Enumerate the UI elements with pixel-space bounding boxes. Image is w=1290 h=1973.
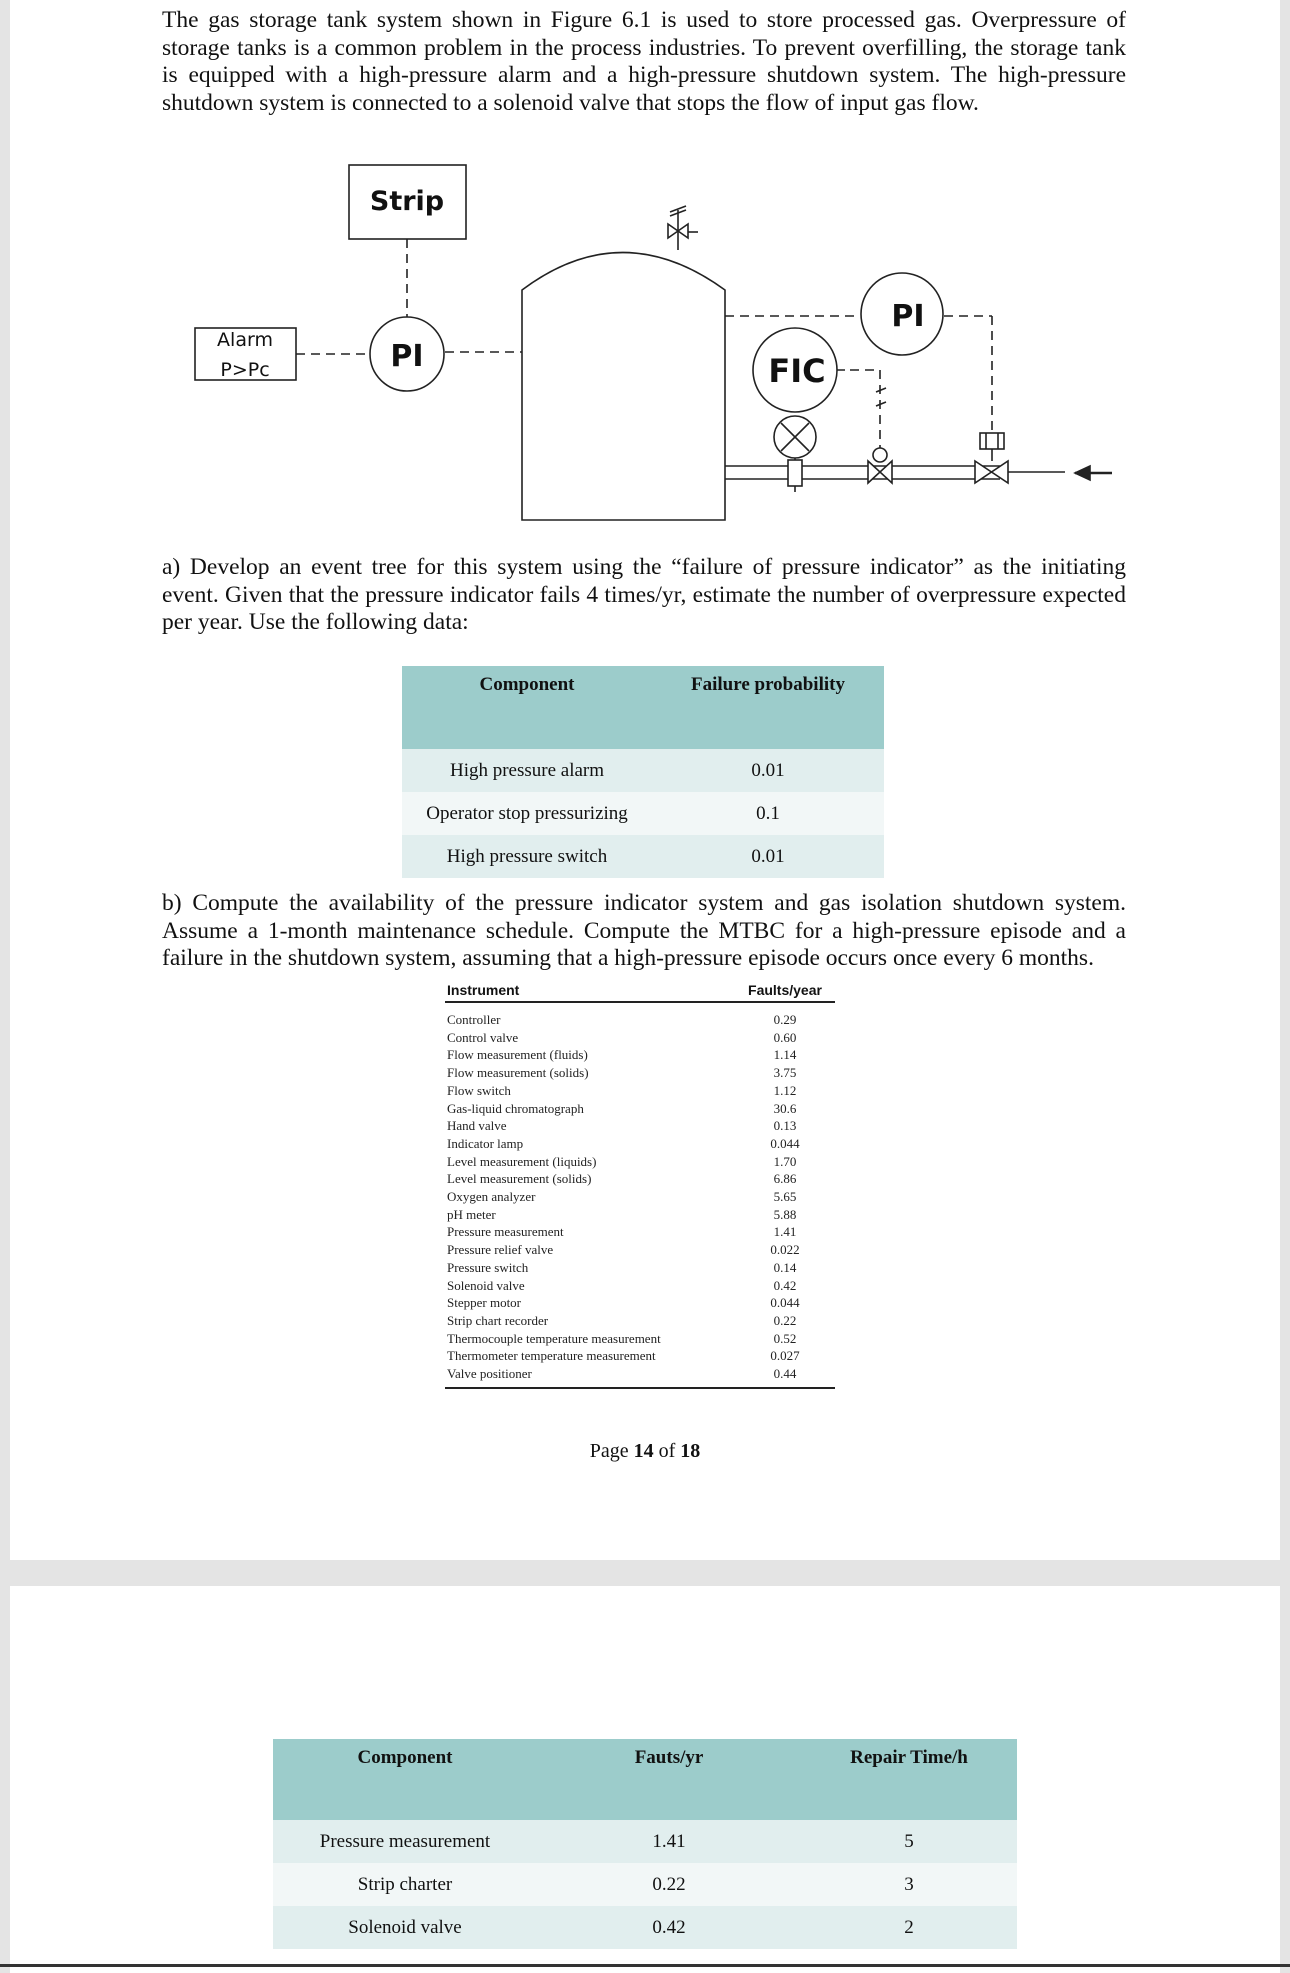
instrument-name: Control valve xyxy=(447,1029,519,1045)
instrument-name: Flow switch xyxy=(447,1082,511,1098)
alarm-condition-label: P>Pc xyxy=(220,359,270,381)
instrument-name: Pressure relief valve xyxy=(447,1242,554,1258)
table-row xyxy=(273,1906,1017,1949)
faults-value: 3.75 xyxy=(773,1065,797,1081)
faults-value: 1.41 xyxy=(773,1224,797,1240)
gas-storage-tank-figure xyxy=(0,0,1290,540)
page-number-middle: of xyxy=(653,1440,681,1462)
table-cell: High pressure alarm xyxy=(402,749,652,792)
faults-value: 1.70 xyxy=(773,1153,797,1169)
instrument-name: Gas-liquid chromatograph xyxy=(447,1100,584,1116)
faults-value: 0.027 xyxy=(770,1348,800,1364)
table-row xyxy=(445,1206,835,1224)
faults-value: 0.022 xyxy=(770,1242,800,1258)
table-cell: 0.22 xyxy=(537,1863,801,1906)
instrument-name: Stepper motor xyxy=(447,1295,522,1311)
table-row xyxy=(445,1241,835,1259)
table-cell: Solenoid valve xyxy=(273,1906,537,1949)
faults-value: 0.14 xyxy=(773,1259,797,1275)
instrument-name: Level measurement (liquids) xyxy=(447,1153,597,1169)
instrument-name: Pressure switch xyxy=(447,1259,529,1275)
table-row xyxy=(445,1153,835,1171)
instrument-name: pH meter xyxy=(447,1206,496,1222)
table-cell: 0.01 xyxy=(652,749,884,792)
table-cell: Pressure measurement xyxy=(273,1820,537,1863)
instrument-name: Indicator lamp xyxy=(447,1135,524,1151)
page-number-total: 18 xyxy=(680,1440,701,1462)
table-cell: 0.1 xyxy=(652,792,884,835)
table-row xyxy=(445,1294,835,1312)
table-row xyxy=(402,835,884,878)
intro-paragraph: The gas storage tank system shown in Figure 6.1 is used to store processed gas. Overpressure of storage tanks is a common problem in the process industries. To prevent overfilling, the storage tank is equipped with a high-pressure alarm and a high-pressure shutdown system. The high-pressure shutdown system is connected to a solenoid valve that stops the flow of input gas flow. xyxy=(162,7,1126,116)
table-row xyxy=(445,1223,835,1241)
faults-value: 0.44 xyxy=(773,1366,797,1382)
table-row xyxy=(445,1330,835,1348)
table-row xyxy=(445,1064,835,1082)
table-row xyxy=(445,1046,835,1064)
instrument-name: Flow measurement (fluids) xyxy=(447,1047,588,1063)
table-cell: 0.42 xyxy=(537,1906,801,1949)
faults-table-header xyxy=(445,978,835,1003)
table-cell: 1.41 xyxy=(537,1820,801,1863)
instrument-name: Solenoid valve xyxy=(447,1277,525,1293)
table-header-row xyxy=(273,1739,1017,1820)
strip-label: Strip xyxy=(369,186,445,217)
column-header-failure-probability: Failure probability xyxy=(652,666,884,749)
faults-value: 0.22 xyxy=(773,1312,797,1328)
table-cell: 3 xyxy=(801,1863,1017,1906)
faults-value: 0.044 xyxy=(770,1135,800,1151)
table-row xyxy=(445,1312,835,1330)
instrument-name: Flow measurement (solids) xyxy=(447,1065,589,1081)
relief-valve-top xyxy=(668,206,698,250)
faults-value: 5.65 xyxy=(773,1189,797,1205)
page-number-current: 14 xyxy=(633,1440,654,1462)
fic-label: FIC xyxy=(768,352,826,390)
table-row xyxy=(445,1029,835,1047)
table-row xyxy=(445,1259,835,1277)
faults-value: 0.52 xyxy=(773,1330,797,1346)
table-row xyxy=(402,792,884,835)
shutdown-valve xyxy=(975,433,1008,483)
faults-value: 0.13 xyxy=(773,1118,797,1134)
storage-tank xyxy=(522,253,725,521)
table-cell: High pressure switch xyxy=(402,835,652,878)
faults-value: 1.14 xyxy=(773,1047,797,1063)
column-header-instrument: Instrument xyxy=(447,982,520,998)
part-b-paragraph: b) Compute the availability of the pressure indicator system and gas isolation shutdown system. Assume a 1-month maintenance schedule. Compute the MTBC for a high-pressure episode and a failure in the shutdown system, assuming that a high-pressure episode occurs once every 6 months. xyxy=(162,890,1126,971)
table-row xyxy=(445,1365,835,1383)
instrument-name: Level measurement (solids) xyxy=(447,1171,592,1187)
faults-value: 30.6 xyxy=(773,1100,797,1116)
table-row xyxy=(445,1117,835,1135)
page-bottom-rule xyxy=(0,1964,1290,1967)
faults-value: 0.60 xyxy=(773,1029,797,1045)
page-number-prefix: Page xyxy=(589,1440,634,1462)
faults-per-year-table xyxy=(445,978,835,1389)
column-header-faults-yr: Fauts/yr xyxy=(537,1739,801,1820)
table-cell: Strip charter xyxy=(273,1863,537,1906)
table-header-row xyxy=(402,666,884,749)
table-row xyxy=(273,1820,1017,1863)
instrument-name: Valve positioner xyxy=(447,1366,532,1382)
table-row xyxy=(445,1011,835,1029)
page-number xyxy=(0,1440,1290,1463)
pi-right-label: PI xyxy=(891,299,925,334)
instrument-name: Thermometer temperature measurement xyxy=(447,1348,656,1364)
faults-value: 0.044 xyxy=(770,1295,800,1311)
instrument-name: Pressure measurement xyxy=(447,1224,564,1240)
instrument-name: Thermocouple temperature measurement xyxy=(447,1330,661,1346)
column-header-faults-year: Faults/year xyxy=(748,982,822,998)
instrument-name: Oxygen analyzer xyxy=(447,1189,536,1205)
faults-value: 5.88 xyxy=(773,1206,797,1222)
table-row xyxy=(445,1170,835,1188)
column-header-repair-time: Repair Time/h xyxy=(801,1739,1017,1820)
faults-table-body xyxy=(445,1003,835,1389)
faults-value: 1.12 xyxy=(773,1082,797,1098)
failure-probability-table xyxy=(402,666,884,878)
table-cell: 5 xyxy=(801,1820,1017,1863)
table-cell: Operator stop pressurizing xyxy=(402,792,652,835)
faults-value: 6.86 xyxy=(773,1171,797,1187)
instrument-name: Controller xyxy=(447,1012,501,1027)
table-row xyxy=(445,1100,835,1118)
faults-value: 0.29 xyxy=(773,1012,797,1027)
table-row xyxy=(445,1082,835,1100)
column-header-component: Component xyxy=(402,666,652,749)
table-row xyxy=(445,1188,835,1206)
column-header-component: Component xyxy=(273,1739,537,1820)
table-row xyxy=(445,1277,835,1295)
part-a-paragraph: a) Develop an event tree for this system using the “failure of pressure indicator” as the initiating event. Given that the pressure indicator fails 4 times/yr, estimate the number of overpressure expected per year. Use the following data: xyxy=(162,554,1126,635)
faults-value: 0.42 xyxy=(773,1277,797,1293)
table-cell: 0.01 xyxy=(652,835,884,878)
table-row xyxy=(445,1135,835,1153)
table-cell: 2 xyxy=(801,1906,1017,1949)
instrument-name: Hand valve xyxy=(447,1118,507,1134)
instrument-name: Strip chart recorder xyxy=(447,1312,549,1328)
table-row xyxy=(273,1863,1017,1906)
repair-time-table xyxy=(273,1739,1017,1949)
alarm-label: Alarm xyxy=(217,329,273,351)
pi-left-label: PI xyxy=(390,339,424,374)
table-row xyxy=(402,749,884,792)
table-row xyxy=(445,1347,835,1365)
